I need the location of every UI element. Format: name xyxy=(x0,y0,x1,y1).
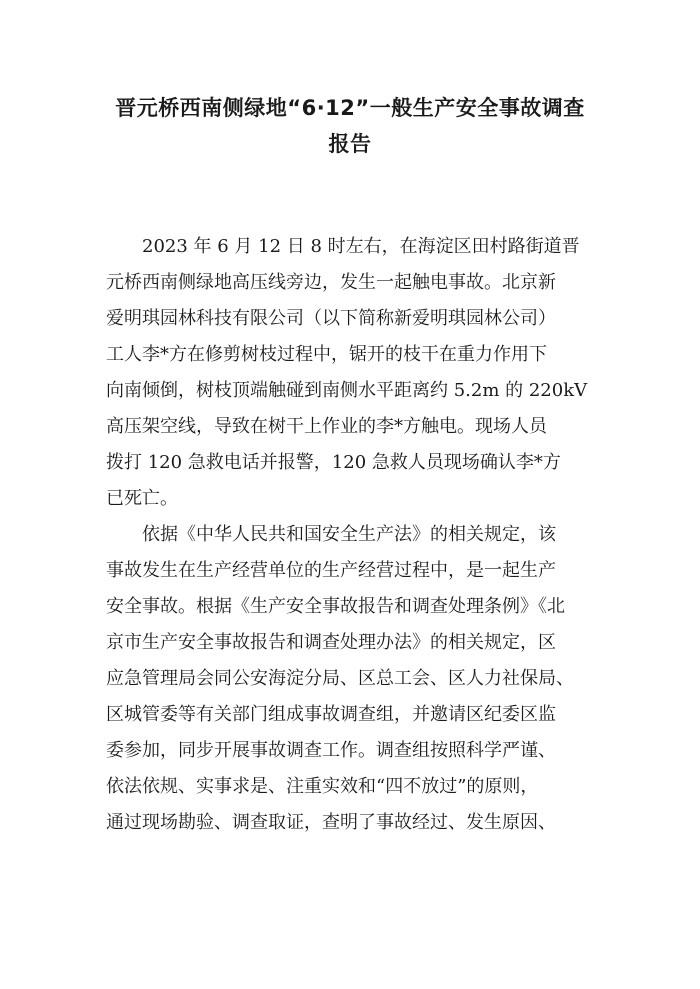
document-title-line-2: 报告 xyxy=(328,132,372,156)
paragraph-1-line-1: 2023 年 6 月 12 日 8 时左右，在海淀区田村路街道晋 xyxy=(142,236,580,257)
paragraph-2-line-8: 依法依规、实事求是、注重实效和“四不放过”的原则， xyxy=(106,776,539,797)
paragraph-2-line-1: 依据《中华人民共和国安全生产法》的相关规定，该 xyxy=(142,524,556,545)
paragraph-1-line-3: 爱明琪园林科技有限公司（以下简称新爱明琪园林公司） xyxy=(106,308,556,329)
paragraph-2-line-2: 事故发生在生产经营单位的生产经营过程中，是一起生产 xyxy=(106,560,556,581)
paragraph-2-line-6: 区城管委等有关部门组成事故调查组，并邀请区纪委区监 xyxy=(106,704,556,725)
paragraph-1-line-6: 高压架空线，导致在树干上作业的李*方触电。现场人员 xyxy=(106,416,547,437)
paragraph-1-line-4: 工人李*方在修剪树枝过程中，锯开的枝干在重力作用下 xyxy=(106,344,547,365)
paragraph-2-line-7: 委参加，同步开展事故调查工作。调查组按照科学严谨、 xyxy=(106,740,556,761)
paragraph-1-line-7: 拨打 120 急救电话并报警，120 急救人员现场确认李*方 xyxy=(106,452,561,473)
paragraph-2-line-5: 应急管理局会同公安海淀分局、区总工会、区人力社保局、 xyxy=(106,668,574,689)
paragraph-2-line-9: 通过现场勘验、调查取证，查明了事故经过、发生原因、 xyxy=(106,812,556,833)
paragraph-1-line-5: 向南倾倒，树枝顶端触碰到南侧水平距离约 5.2m 的 220kV xyxy=(106,380,588,401)
paragraph-2-line-3: 安全事故。根据《生产安全事故报告和调查处理条例》《北 xyxy=(106,596,565,617)
document-title-line-1: 晋元桥西南侧绿地“6·12”一般生产安全事故调查 xyxy=(115,96,585,120)
paragraph-1-line-2: 元桥西南侧绿地高压线旁边，发生一起触电事故。北京新 xyxy=(106,272,556,293)
paragraph-2-line-4: 京市生产安全事故报告和调查处理办法》的相关规定，区 xyxy=(106,632,556,653)
paragraph-1-line-8: 已死亡。 xyxy=(106,488,178,509)
